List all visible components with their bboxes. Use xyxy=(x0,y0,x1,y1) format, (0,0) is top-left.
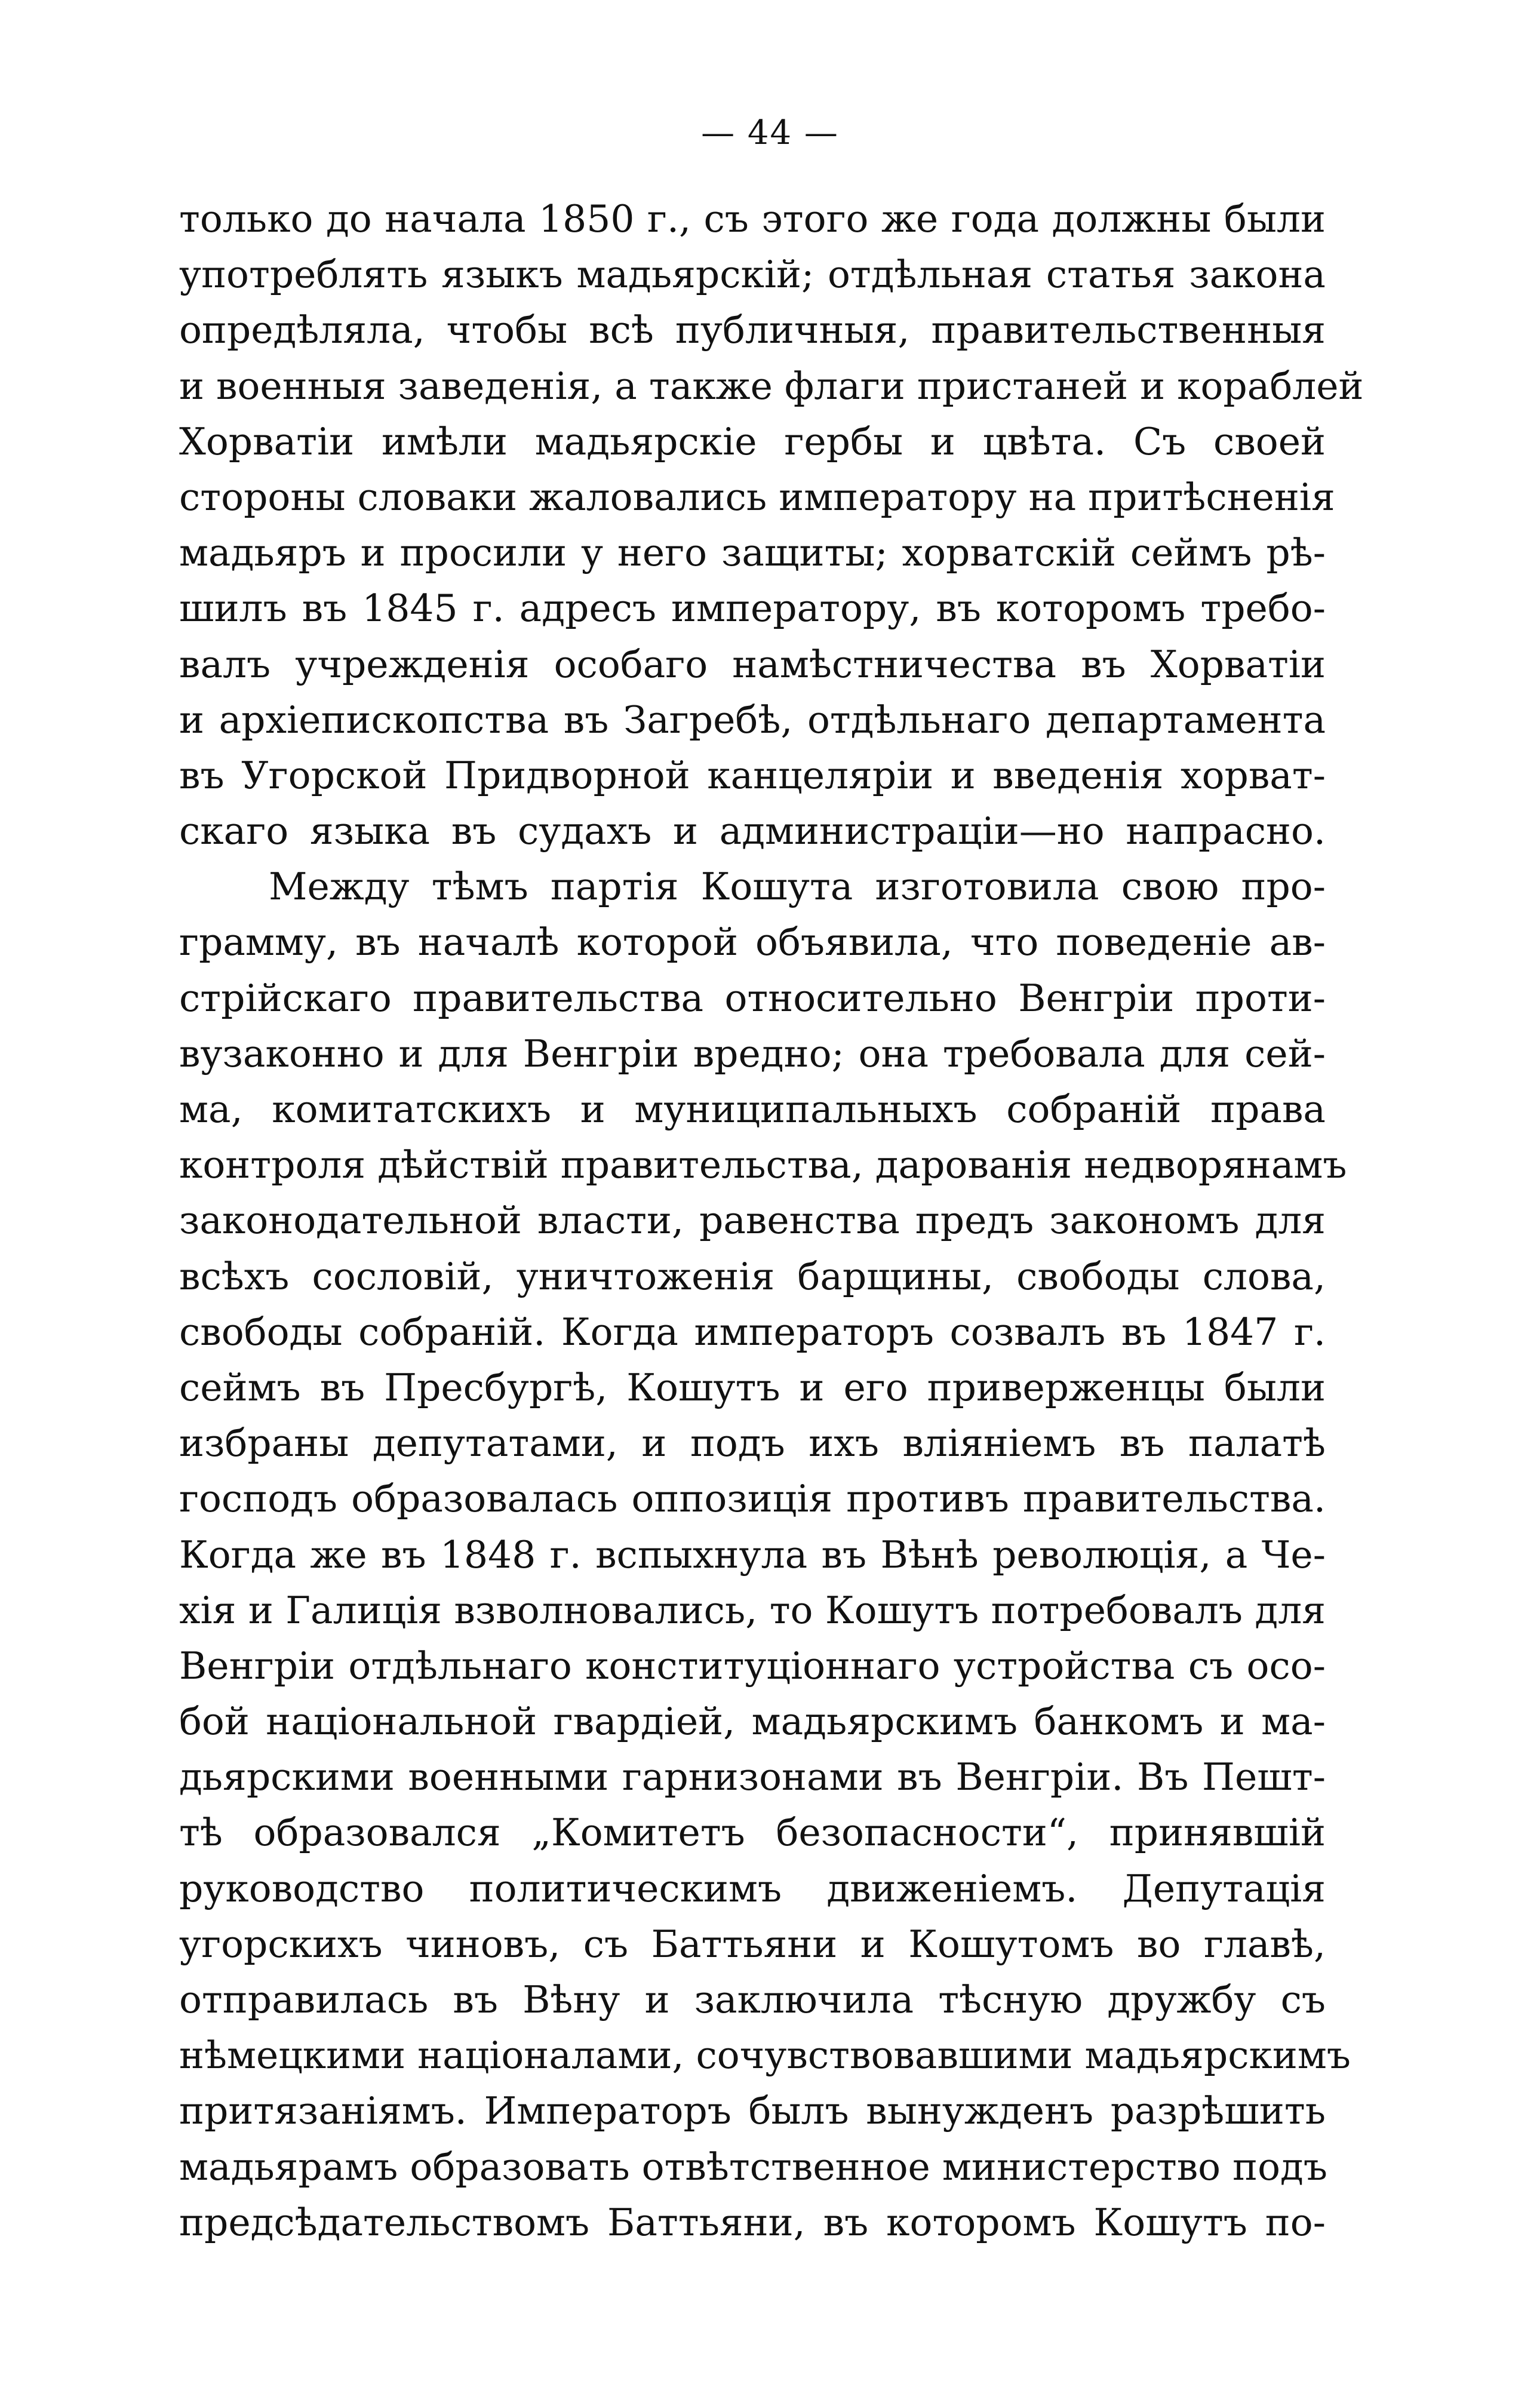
text-line: притязаніямъ. Императоръ былъ вынужденъ разрѣшить xyxy=(179,2089,1326,2133)
text-line: дьярскими военными гарнизонами въ Венгріи. Въ Пешт- xyxy=(179,1755,1326,1799)
text-line: руководство политическимъ движеніемъ. Депутація xyxy=(179,1866,1326,1910)
text-line: господъ образовалась оппозиція противъ правительства. xyxy=(179,1477,1326,1521)
text-line: употреблять языкъ мадьярскій; отдѣльная статья закона xyxy=(179,253,1326,297)
text-line: опредѣляла, чтобы всѣ публичныя, правительственныя xyxy=(179,308,1326,352)
text-line: ма, комитатскихъ и муниципальныхъ собраній права xyxy=(179,1087,1326,1131)
text-line: стороны словаки жаловались императору на притѣсненія xyxy=(179,475,1335,519)
text-line: валъ учрежденія особаго намѣстничества въ Хорватіи xyxy=(179,642,1326,686)
text-line: скаго языка въ судахъ и администраціи—но напрасно. xyxy=(179,809,1326,853)
text-line: нѣмецкими націоналами, сочувствовавшими мадьярскимъ xyxy=(179,2033,1351,2078)
text-line: грамму, въ началѣ которой объявила, что поведеніе ав- xyxy=(179,920,1326,964)
paragraph-1 xyxy=(179,191,1364,859)
text-line: сеймъ въ Пресбургѣ, Кошутъ и его приверженцы были xyxy=(179,1365,1326,1409)
text-line: бой національной гвардіей, мадьярскимъ банкомъ и ма- xyxy=(179,1700,1326,1744)
text-line: мадьярамъ образовать отвѣтственное министерство подъ xyxy=(179,2145,1327,2189)
text-line: предсѣдательствомъ Баттьяни, въ которомъ Кошутъ по- xyxy=(179,2200,1326,2244)
text-line: угорскихъ чиновъ, съ Баттьяни и Кошутомъ во главѣ, xyxy=(179,1922,1326,1966)
text-line: въ Угорской Придворной канцеляріи и введенія хорват- xyxy=(179,753,1326,797)
text-line: контроля дѣйствій правительства, дарованія недворянамъ xyxy=(179,1143,1347,1187)
text-line: Хорватіи имѣли мадьярскіе гербы и цвѣта. Съ своей xyxy=(179,419,1326,463)
text-line: законодательной власти, равенства предъ закономъ для xyxy=(179,1199,1326,1243)
text-line: свободы собраній. Когда императоръ созвалъ въ 1847 г. xyxy=(179,1310,1326,1354)
text-line: и архіепископства въ Загребѣ, отдѣльнаго департамента xyxy=(179,698,1326,742)
text-line: хія и Галиція взволновались, то Кошутъ потребовалъ для xyxy=(179,1588,1326,1632)
text-line: только до начала 1850 г., съ этого же года должны были xyxy=(179,197,1326,241)
text-line: мадьяръ и просили у него защиты; хорватскій сеймъ рѣ- xyxy=(179,531,1326,575)
text-line: Когда же въ 1848 г. вспыхнула въ Вѣнѣ революція, а Че- xyxy=(179,1532,1326,1577)
text-line: избраны депутатами, и подъ ихъ вліяніемъ въ палатѣ xyxy=(179,1421,1326,1466)
text-line: стрійскаго правительства относительно Венгріи проти- xyxy=(179,976,1326,1020)
text-line: Между тѣмъ партія Кошута изготовила свою про- xyxy=(269,865,1326,909)
page-number: — 44 — xyxy=(701,113,839,152)
text-line: вузаконно и для Венгріи вредно; она требовала для сей- xyxy=(179,1031,1326,1076)
text-line: тѣ образовался „Комитетъ безопасности“, принявшій xyxy=(179,1811,1326,1855)
text-line: шилъ въ 1845 г. адресъ императору, въ которомъ требо- xyxy=(179,586,1326,631)
paragraph-2 xyxy=(179,859,1351,2250)
text-line: Венгріи отдѣльнаго конституціоннаго устройства съ осо- xyxy=(179,1643,1326,1688)
page-text xyxy=(179,191,1364,2250)
text-line: всѣхъ сословій, уничтоженія барщины, свободы слова, xyxy=(179,1254,1326,1298)
text-line: отправилась въ Вѣну и заключила тѣсную дружбу съ xyxy=(179,1978,1326,2022)
text-line: и военныя заведенія, а также флаги пристаней и кораблей xyxy=(179,364,1364,408)
